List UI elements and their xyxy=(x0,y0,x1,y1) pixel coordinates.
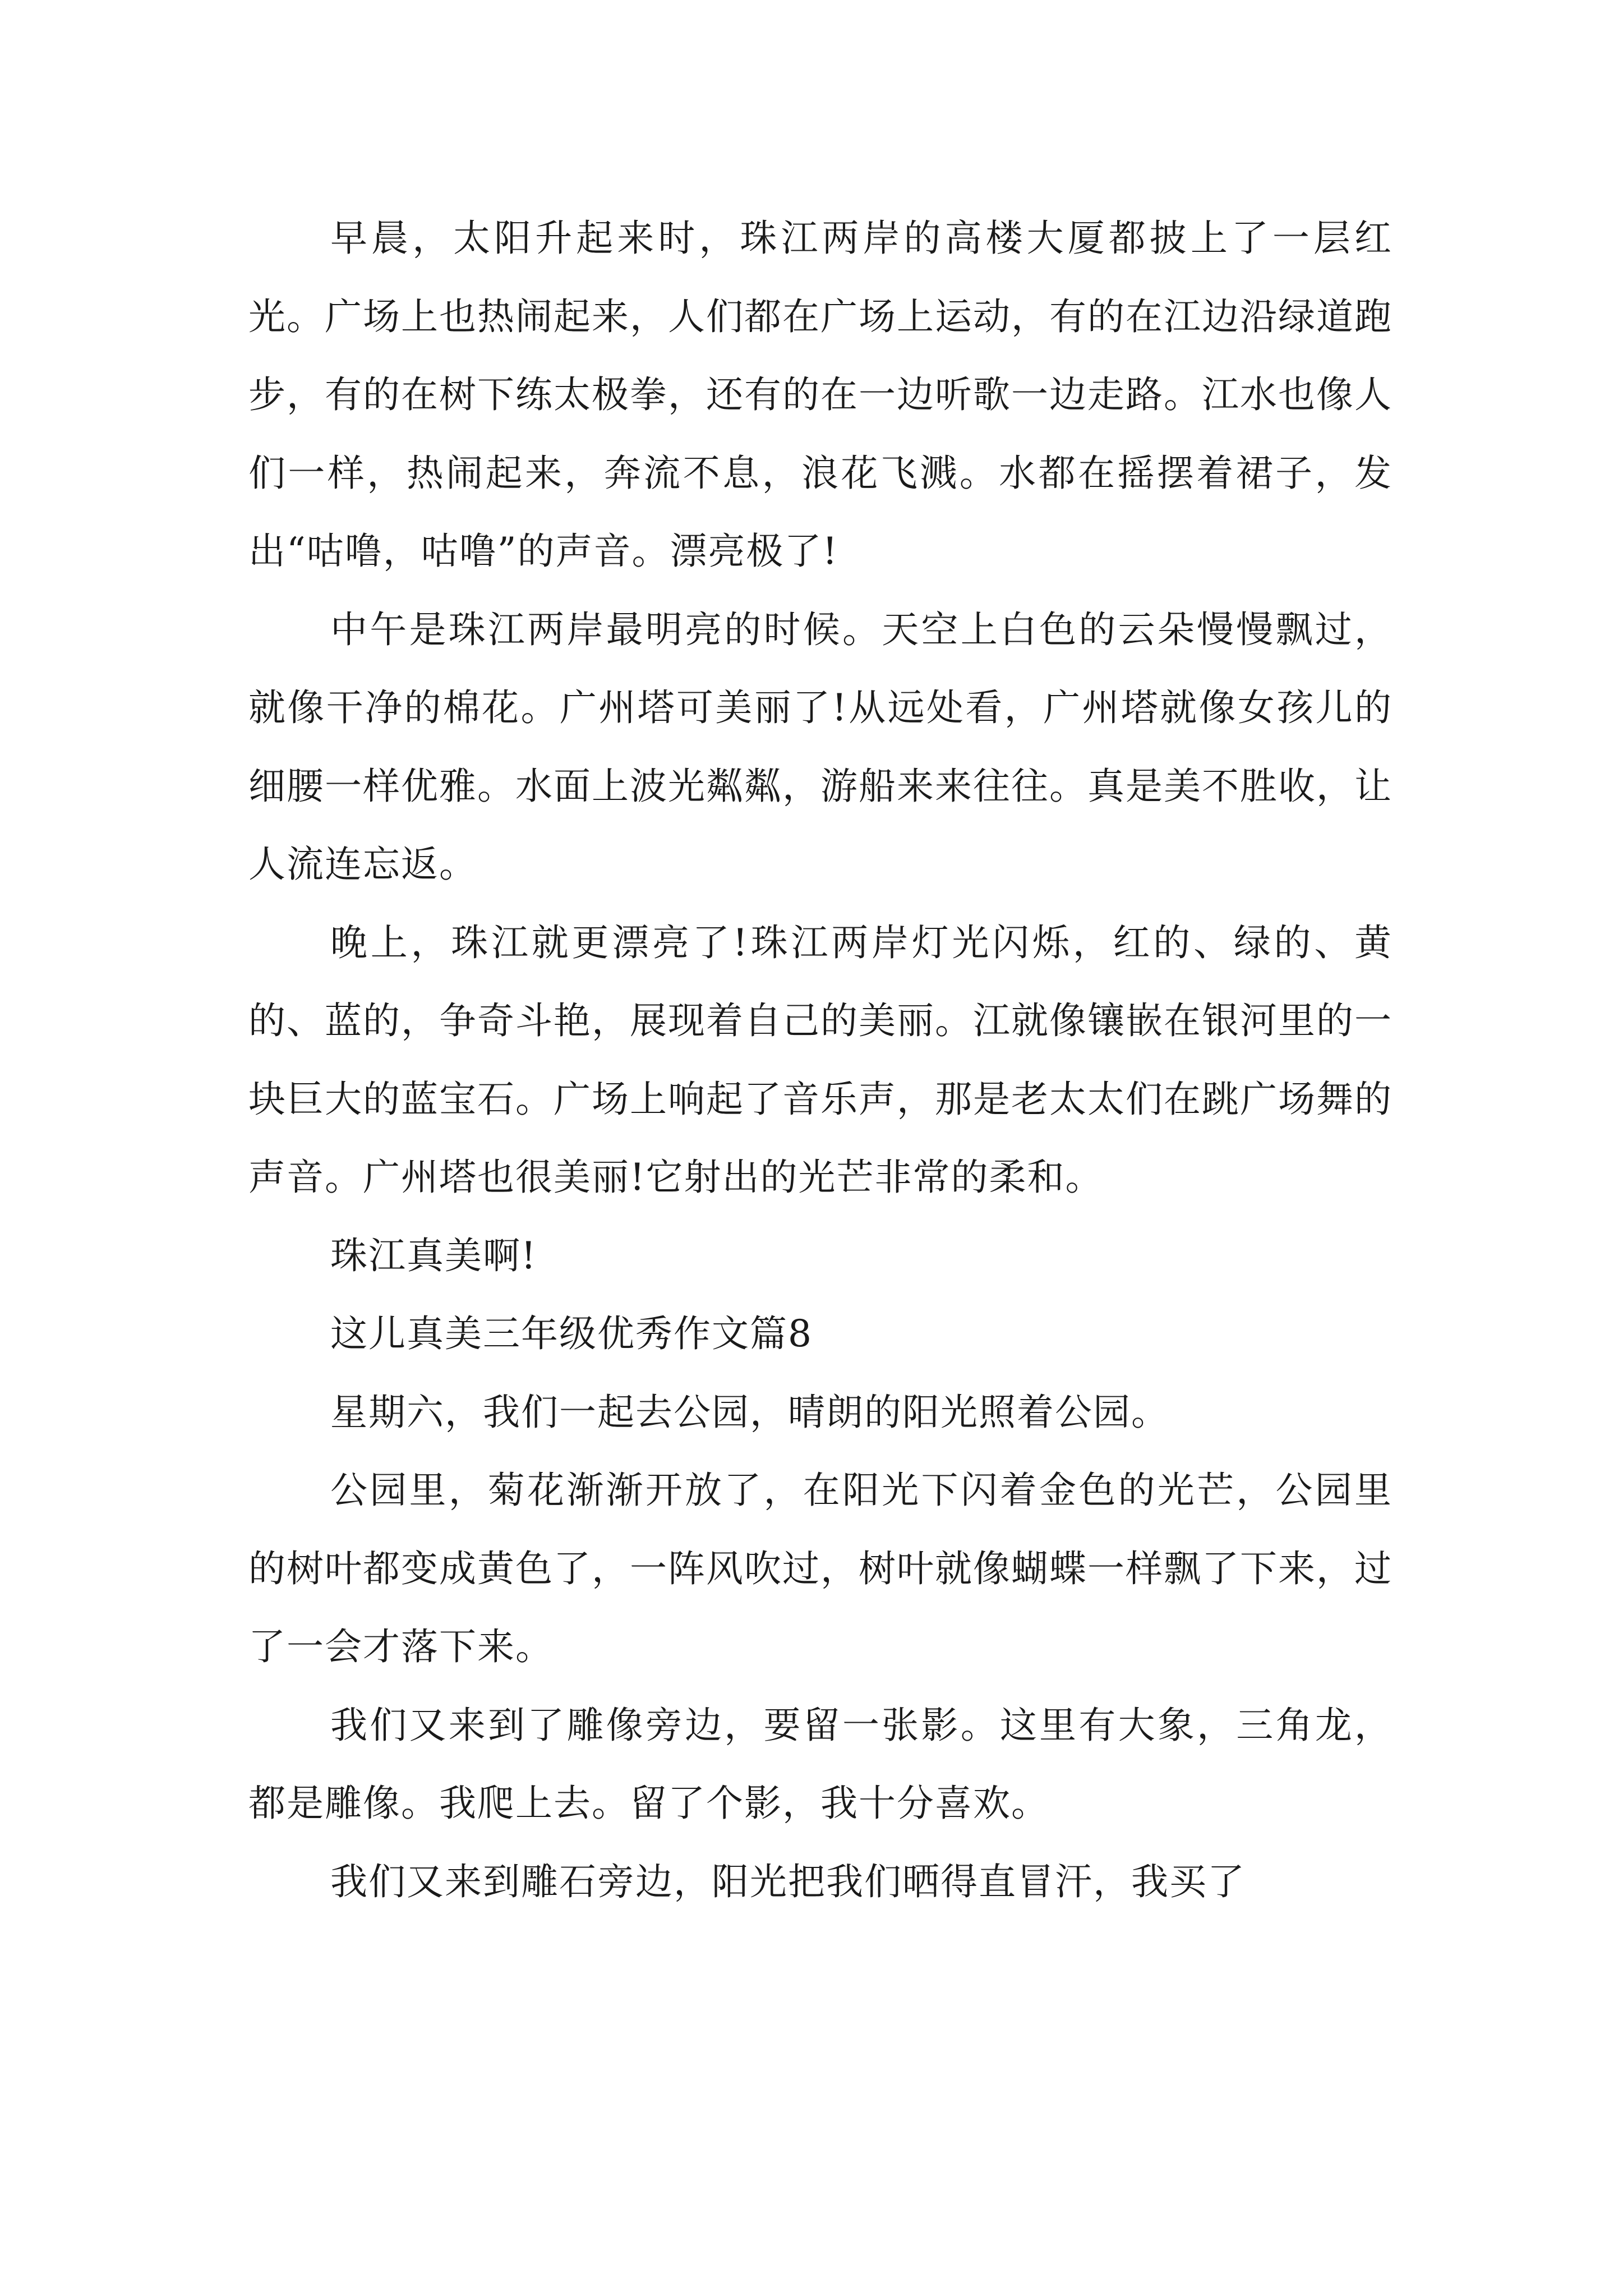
paragraph-park: 公园里，菊花渐渐开放了，在阳光下闪着金色的光芒，公园里的树叶都变成黄色了，一阵风吹过，树叶就像蝴蝶一样飘了下来，过了一会才落下来。 xyxy=(248,1469,1393,1668)
essay-body xyxy=(248,199,1393,1921)
paragraph-conclusion: 珠江真美啊! xyxy=(330,1234,537,1277)
essay-heading: 这儿真美三年级优秀作文篇8 xyxy=(330,1312,813,1355)
paragraph-morning: 早晨，太阳升起来时，珠江两岸的高楼大厦都披上了一层红光。广场上也热闹起来，人们都在广场上运动，有的在江边沿绿道跑步，有的在树下练太极拳，还有的在一边听歌一边走路。江水也像人们一样，热闹起来，奔流不息，浪花飞溅。水都在摇摆着裙子，发出“咕噜，咕噜”的声音。漂亮极了! xyxy=(248,217,1393,573)
paragraph-noon: 中午是珠江两岸最明亮的时候。天空上白色的云朵慢慢飘过，就像干净的棉花。广州塔可美丽了!从远处看，广州塔就像女孩儿的细腰一样优雅。水面上波光粼粼，游船来来往往。真是美不胜收，让人流连忘返。 xyxy=(248,608,1393,886)
paragraph-stones: 我们又来到雕石旁边，阳光把我们晒得直冒汗，我买了 xyxy=(330,1860,1246,1903)
paragraph-statues: 我们又来到了雕像旁边，要留一张影。这里有大象，三角龙，都是雕像。我爬上去。留了个影，我十分喜欢。 xyxy=(248,1703,1393,1825)
paragraph-saturday: 星期六，我们一起去公园，晴朗的阳光照着公园。 xyxy=(330,1390,1169,1434)
paragraph-evening: 晚上，珠江就更漂亮了!珠江两岸灯光闪烁，红的、绿的、黄的、蓝的，争奇斗艳，展现着自己的美丽。江就像镶嵌在银河里的一块巨大的蓝宝石。广场上响起了音乐声，那是老太太们在跳广场舞的声音。广州塔也很美丽!它射出的光芒非常的柔和。 xyxy=(248,921,1393,1199)
